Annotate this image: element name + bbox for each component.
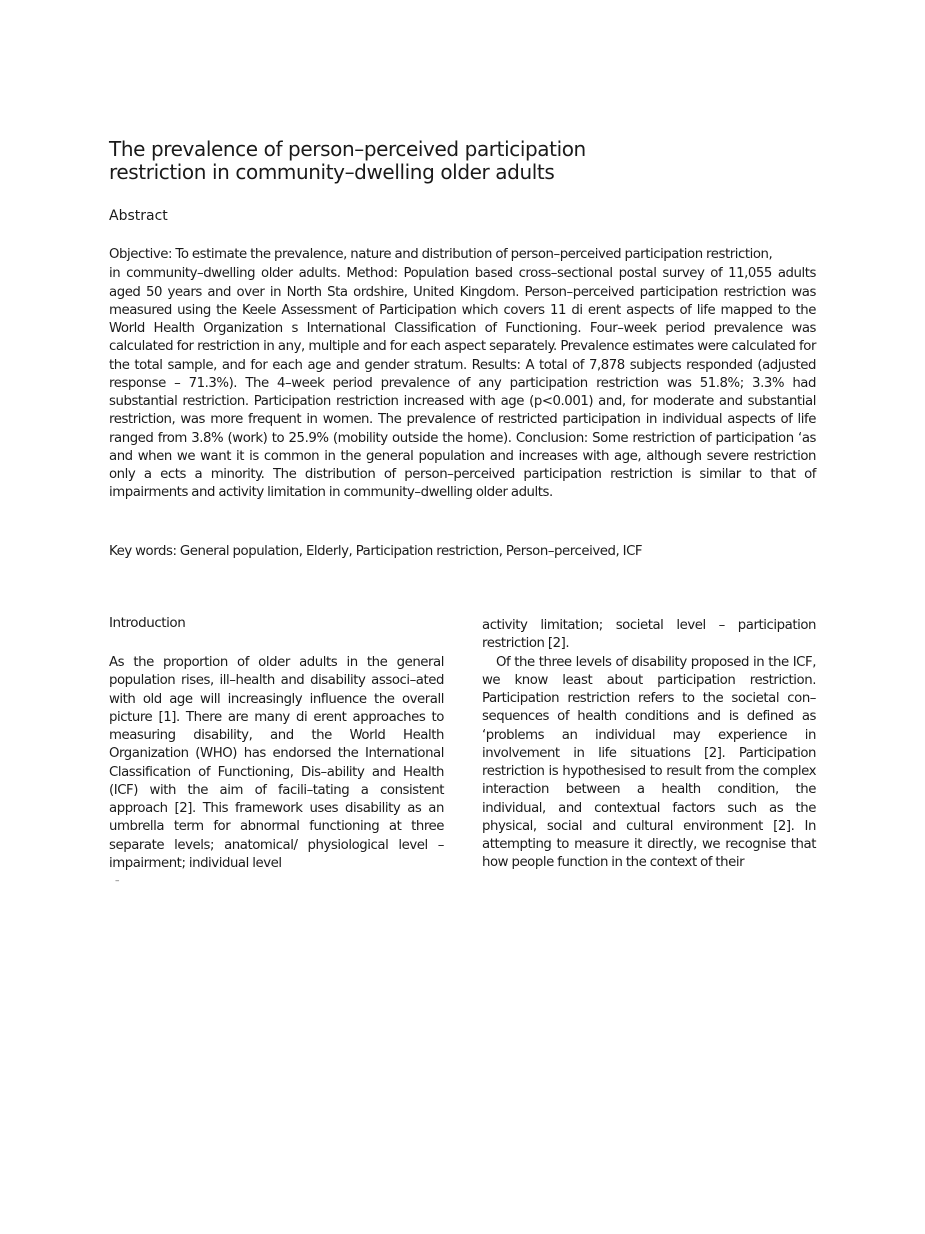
right-column <box>482 617 816 873</box>
keywords: Key words: General population, Elderly, Participation restriction, Person–perceived, ICF <box>109 544 643 559</box>
abstract-heading: Abstract <box>109 208 168 224</box>
abstract-text: in community–dwelling older adults. Method: Population based cross–sectional postal survey of 11,055 adults aged 50 years and over in North Sta ordshire, United Kingdom. Person–perceived participation restriction was measured using the Keele Assessment of Participation which covers 11 di erent aspects of life mapped to the World Health Organization s International Classification of Functioning. Four–week period prevalence was calculated for restriction in any, multiple and for each aspect separately. Prevalence estimates were calculated for the total sample, and for each age and gender stratum. Results: A total of 7,878 subjects responded (adjusted response – 71.3%). The 4–week period prevalence of any participation restriction was 51.8%; 3.3% had substantial restriction. Participation restriction increased with age (p<0.001) and, for moderate and substantial restriction, was more frequent in women. The prevalence of restricted participation in individual aspects of life ranged from 3.8% (work) to 25.9% (mobility outside the home). Conclusion: Some restriction of participation ‘as and when we want it is common in the general population and increases with age, although severe restriction only a ects a minority. The distribution of person–perceived participation restriction is similar to that of impairments and activity limitation in community–dwelling older adults. <box>109 266 816 501</box>
left-column <box>109 614 444 873</box>
paper-title-line-2: restriction in community–dwelling older adults <box>109 160 555 184</box>
paper-title <box>109 138 629 184</box>
abstract-body <box>109 246 816 503</box>
abstract-first-line: Objective: To estimate the prevalence, nature and distribution of person–perceived participation restriction, <box>109 247 773 262</box>
introduction-paragraph-2: Of the three levels of disability proposed in the ICF, we know least about participation restriction. Participation restriction refers to the societal con–sequences of health conditions and is defined as ‘problems an individual may experience in involvement in life situations [2]. Participation restriction is hypothesised to result from the complex interaction between a health condition, the individual, and contextual factors such as the physical, social and cultural environment [2]. In attempting to measure it directly, we recognise that how people function in the context of their <box>482 654 816 871</box>
stray-dash: – <box>115 876 120 886</box>
paper-title-line-1: The prevalence of person–perceived participation <box>109 137 586 161</box>
introduction-heading: Introduction <box>109 615 186 631</box>
introduction-paragraph-1-continued: activity limitation; societal level – participation restriction [2]. <box>482 618 816 652</box>
introduction-paragraph-1: As the proportion of older adults in the general population rises, ill–health and disability associ–ated with old age will increasingly influence the overall picture [1]. There are many di erent approaches to measuring disability, and the World Health Organization (WHO) has endorsed the International Classification of Functioning, Dis–ability and Health (ICF) with the aim of facili–tating a consistent approach [2]. This framework uses disability as an umbrella term for abnormal functioning at three separate levels; anatomical/ physiological level – impairment; individual level <box>109 655 444 871</box>
